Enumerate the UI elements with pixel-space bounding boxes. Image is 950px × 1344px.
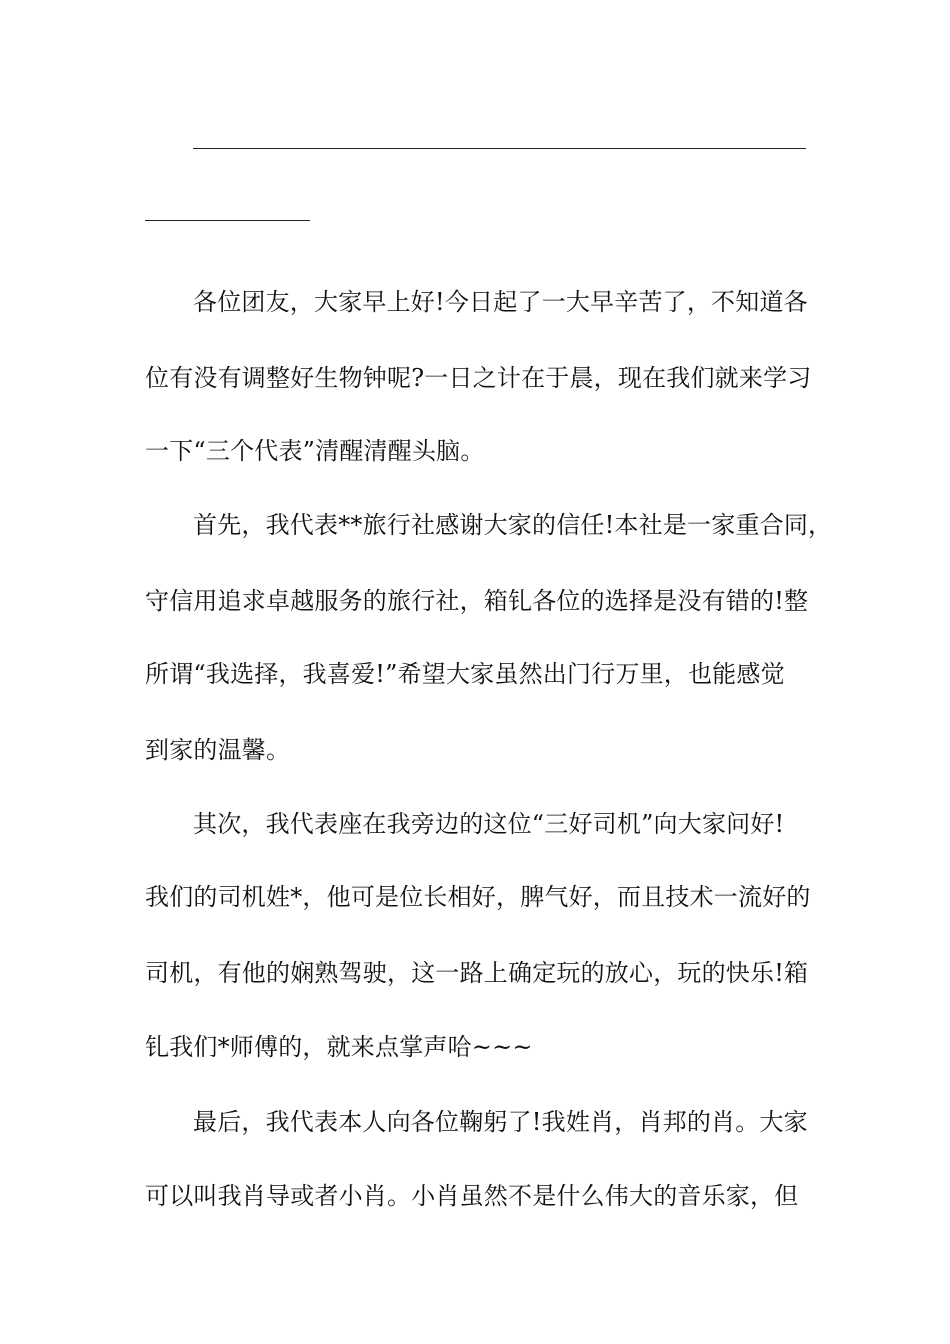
paragraph-2-line-4: 到家的温馨。: [145, 736, 291, 764]
paragraph-3-line-4: 钆我们*师傅的，就来点掌声哈~~~: [145, 1033, 533, 1061]
paragraph-2-line-3: 所谓“我选择，我喜爱!”希望大家虽然出门行万里，也能感觉: [145, 660, 785, 688]
paragraph-4-line-1: 最后，我代表本人向各位鞠躬了!我姓肖，肖邦的肖。大家: [193, 1108, 808, 1136]
paragraph-3-line-2: 我们的司机姓*，他可是位长相好，脾气好，而且技术一流好的: [145, 883, 811, 911]
paragraph-3-line-3: 司机，有他的娴熟驾驶，这一路上确定玩的放心，玩的快乐!箱: [145, 959, 809, 987]
paragraph-2-line-1: 首先，我代表**旅行社感谢大家的信任!本社是一家重合同，: [193, 511, 833, 539]
paragraph-3-line-1: 其次，我代表座在我旁边的这位“三好司机”向大家问好!: [193, 810, 785, 838]
separator-line-2: [145, 220, 310, 221]
paragraph-2-line-2: 守信用追求卓越服务的旅行社，箱钆各位的选择是没有错的!整: [145, 587, 809, 615]
paragraph-4-line-2: 可以叫我肖导或者小肖。小肖虽然不是什么伟大的音乐家，但: [145, 1182, 799, 1210]
separator-line-1: [193, 148, 806, 149]
paragraph-1-line-2: 位有没有调整好生物钟呢?一日之计在于晨，现在我们就来学习: [145, 364, 812, 392]
paragraph-1-line-1: 各位团友，大家早上好!今日起了一大早辛苦了，不知道各: [193, 288, 808, 316]
paragraph-1-line-3: 一下“三个代表”清醒清醒头脑。: [145, 437, 485, 465]
